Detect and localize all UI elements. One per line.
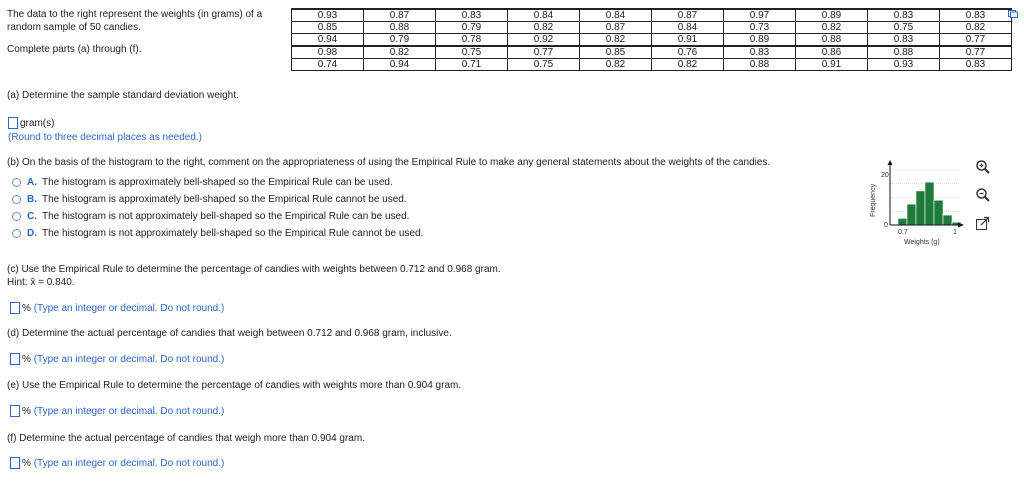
table-cell: 0.93: [868, 59, 940, 71]
table-cell: 0.84: [508, 9, 580, 22]
table-cell: 0.98: [292, 46, 364, 59]
part-d-answer-row: [10, 353, 224, 366]
part-f-answer-hint: (Type an integer or decimal. Do not round.): [33, 458, 225, 469]
table-cell: 0.83: [940, 59, 1012, 71]
histogram-bar: [907, 204, 916, 225]
table-cell: 0.75: [436, 46, 508, 59]
option-b[interactable]: [12, 193, 407, 207]
table-cell: 0.88: [724, 59, 796, 71]
table-cell: 0.91: [652, 34, 724, 47]
part-e-answer-hint: (Type an integer or decimal. Do not round.): [33, 406, 225, 417]
intro-line-1: The data to the right represent the weights (in grams) of a: [7, 9, 263, 20]
table-cell: 0.75: [508, 59, 580, 71]
option-d[interactable]: [12, 227, 423, 241]
part-e-percent: %: [22, 406, 31, 417]
intro-line-2: random sample of 50 candies.: [7, 22, 141, 33]
part-a-question: (a) Determine the sample standard deviation weight.: [7, 90, 239, 101]
part-a-hint: (Round to three decimal places as needed.): [8, 132, 203, 143]
table-cell: 0.91: [796, 59, 868, 71]
table-cell: 0.71: [436, 59, 508, 71]
option-c[interactable]: [12, 210, 409, 224]
zoom-out-icon[interactable]: [975, 187, 990, 202]
table-cell: 0.79: [364, 34, 436, 47]
histogram-y-arrow: [888, 160, 893, 165]
table-cell: 0.82: [796, 22, 868, 34]
histogram-bar: [898, 218, 907, 225]
table-cell: 0.88: [364, 22, 436, 34]
part-e-question: (e) Use the Empirical Rule to determine the percentage of candies with weights more than 0.904 gram.: [7, 380, 462, 391]
table-cell: 0.88: [868, 46, 940, 59]
part-c-hint: Hint: x̄ = 0.840.: [7, 277, 75, 288]
option-d-text: The histogram is not approximately bell-shaped so the Empirical Rule cannot be used.: [42, 228, 424, 239]
table-cell: 0.94: [364, 59, 436, 71]
option-a[interactable]: [12, 176, 393, 190]
table-cell: 0.92: [508, 34, 580, 47]
table-row: [292, 46, 1012, 59]
histogram-bar: [934, 200, 943, 225]
option-b-radio[interactable]: [12, 195, 21, 204]
part-f-answer-input[interactable]: [10, 457, 20, 469]
option-b-text: The histogram is approximately bell-shaped so the Empirical Rule cannot be used.: [42, 194, 407, 205]
part-b-question: (b) On the basis of the histogram to the right, comment on the appropriateness of using the Empirical Rule to make any general statements about the weights of the candies.: [7, 157, 771, 168]
table-cell: 0.77: [940, 34, 1012, 47]
table-cell: 0.82: [364, 46, 436, 59]
option-c-text: The histogram is not approximately bell-shaped so the Empirical Rule can be used.: [42, 211, 410, 222]
option-d-letter: D.: [27, 228, 37, 239]
table-row: [292, 34, 1012, 47]
part-c-question: (c) Use the Empirical Rule to determine the percentage of candies with weights between 0.712 and 0.968 gram.: [7, 264, 501, 275]
table-cell: 0.87: [364, 9, 436, 22]
part-d-percent: %: [22, 354, 31, 365]
histogram-xtick-left: 0.7: [898, 229, 908, 236]
table-cell: 0.84: [580, 9, 652, 22]
part-e-answer-row: [10, 405, 224, 418]
copy-data-icon[interactable]: [1008, 10, 1018, 18]
table-cell: 0.94: [292, 34, 364, 47]
histogram-bar: [943, 215, 952, 225]
table-cell: 0.75: [868, 22, 940, 34]
candy-weights-table: [291, 8, 1012, 71]
table-cell: 0.83: [436, 9, 508, 22]
histogram-xlabel: Weights (g): [904, 239, 940, 246]
table-row: [292, 9, 1012, 22]
table-cell: 0.82: [508, 22, 580, 34]
option-a-letter: A.: [27, 177, 37, 188]
table-cell: 0.88: [796, 34, 868, 47]
table-cell: 0.82: [580, 34, 652, 47]
table-cell: 0.78: [436, 34, 508, 47]
problem-intro: [7, 8, 292, 56]
part-a-answer-input[interactable]: [8, 117, 18, 129]
option-d-radio[interactable]: [12, 229, 21, 238]
table-cell: 0.85: [580, 46, 652, 59]
table-cell: 0.83: [868, 34, 940, 47]
table-cell: 0.87: [652, 9, 724, 22]
table-cell: 0.76: [652, 46, 724, 59]
table-cell: 0.89: [796, 9, 868, 22]
table-cell: 0.83: [868, 9, 940, 22]
part-e-answer-input[interactable]: [10, 405, 20, 417]
part-c-answer-hint: (Type an integer or decimal. Do not round.): [33, 303, 225, 314]
part-d-question: (d) Determine the actual percentage of candies that weigh between 0.712 and 0.968 gram, inclusive.: [7, 328, 452, 339]
table-cell: 0.83: [940, 9, 1012, 22]
table-cell: 0.77: [508, 46, 580, 59]
table-cell: 0.87: [580, 22, 652, 34]
part-a-unit: gram(s): [20, 118, 55, 129]
option-b-letter: B.: [27, 194, 37, 205]
histogram-ytick-top: 20: [881, 172, 889, 179]
histogram-bar: [916, 191, 925, 225]
table-row: [292, 22, 1012, 34]
histogram-thumbnail[interactable]: [868, 155, 968, 250]
table-cell: 0.77: [940, 46, 1012, 59]
table-cell: 0.86: [796, 46, 868, 59]
table-cell: 0.84: [652, 22, 724, 34]
histogram-bar: [925, 182, 934, 225]
histogram-ylabel: Frequency: [870, 183, 877, 217]
option-a-text: The histogram is approximately bell-shaped so the Empirical Rule can be used.: [42, 177, 393, 188]
part-c-answer-input[interactable]: [10, 302, 20, 314]
part-c-percent: %: [22, 303, 31, 314]
option-c-radio[interactable]: [12, 212, 21, 221]
table-row: [292, 59, 1012, 71]
part-f-question: (f) Determine the actual percentage of candies that weigh more than 0.904 gram.: [7, 433, 365, 444]
table-cell: 0.74: [292, 59, 364, 71]
part-d-answer-input[interactable]: [10, 353, 20, 365]
table-cell: 0.89: [724, 34, 796, 47]
histogram-xtick-right: 1: [953, 229, 957, 236]
table-cell: 0.85: [292, 22, 364, 34]
part-c-answer-row: [10, 302, 224, 315]
histogram-ytick-bottom: 0: [884, 222, 888, 229]
part-f-percent: %: [22, 458, 31, 469]
option-c-letter: C.: [27, 211, 37, 222]
zoom-in-icon[interactable]: [975, 159, 990, 174]
part-f-answer-row: [10, 457, 224, 470]
part-d-answer-hint: (Type an integer or decimal. Do not round.): [33, 354, 225, 365]
part-a-answer-row: [8, 117, 54, 130]
table-cell: 0.93: [292, 9, 364, 22]
option-a-radio[interactable]: [12, 178, 21, 187]
table-cell: 0.83: [724, 46, 796, 59]
table-cell: 0.82: [652, 59, 724, 71]
intro-complete-parts: Complete parts (a) through (f).: [7, 44, 142, 55]
table-cell: 0.97: [724, 9, 796, 22]
popout-icon[interactable]: [975, 216, 990, 231]
table-cell: 0.82: [940, 22, 1012, 34]
table-cell: 0.82: [580, 59, 652, 71]
table-cell: 0.73: [724, 22, 796, 34]
table-cell: 0.79: [436, 22, 508, 34]
